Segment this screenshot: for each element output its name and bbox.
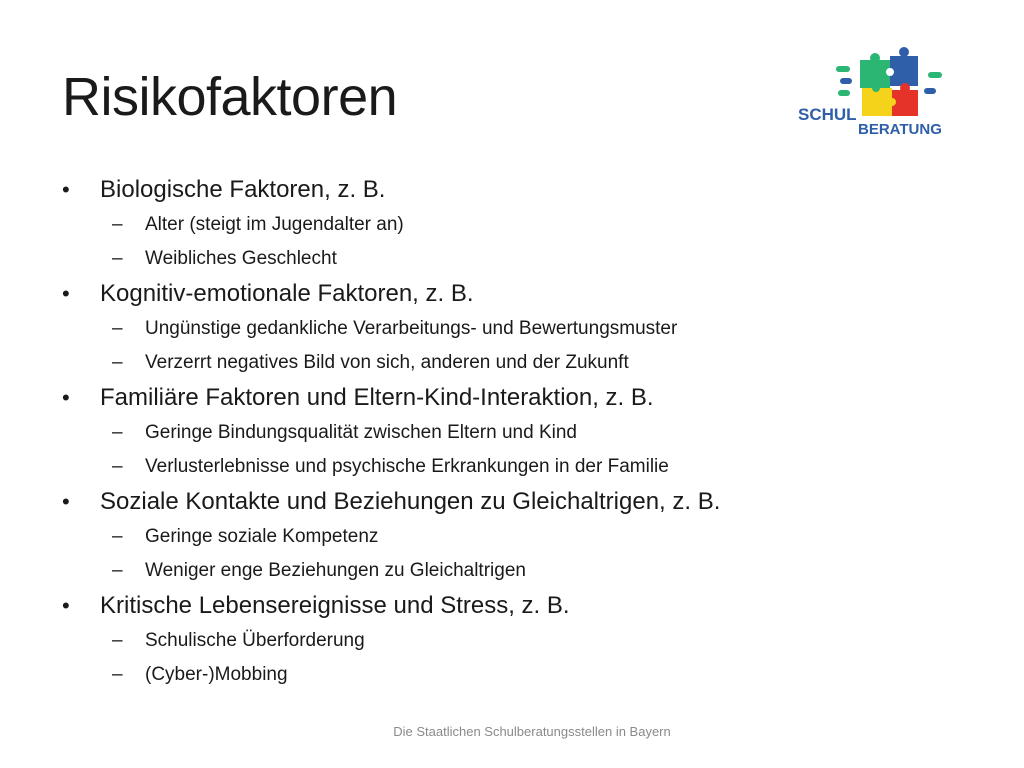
slide-footer: Die Staatlichen Schulberatungsstellen in Bayern — [393, 724, 671, 739]
dash-icon: – — [112, 422, 123, 443]
puzzle-logo-icon — [790, 42, 970, 142]
bullet-label: Soziale Kontakte und Beziehungen zu Gleichaltrigen, z. B. — [100, 488, 721, 515]
dash-icon: – — [112, 248, 123, 269]
bullet-label: Familiäre Faktoren und Eltern-Kind-Interaktion, z. B. — [100, 384, 654, 411]
dash-icon: – — [112, 214, 123, 235]
bullet-label: Biologische Faktoren, z. B. — [100, 176, 386, 203]
bullet-label: Kritische Lebensereignisse und Stress, z. B. — [100, 592, 570, 619]
sub-label: (Cyber-)Mobbing — [145, 664, 288, 685]
logo-dash-green-2 — [838, 90, 850, 96]
sub-label: Alter (steigt im Jugendalter an) — [145, 214, 404, 235]
logo-piece-yellow — [862, 88, 892, 116]
sub-label: Geringe soziale Kompetenz — [145, 526, 379, 547]
sub-list-item — [62, 208, 982, 242]
logo-piece-red — [892, 90, 918, 116]
list-item — [62, 172, 982, 276]
sub-label: Ungünstige gedankliche Verarbeitungs- und Bewertungsmuster — [145, 318, 678, 339]
logo-piece-green — [860, 60, 890, 88]
logo-word-beratung: BERATUNG — [858, 121, 942, 138]
sub-list-item — [62, 450, 982, 484]
dash-icon: – — [112, 526, 123, 547]
sub-list-item — [62, 416, 982, 450]
list-item — [62, 380, 982, 484]
list-item — [62, 588, 982, 692]
bullet-icon: • — [62, 281, 70, 306]
bullet-icon: • — [62, 593, 70, 618]
bullet-icon: • — [62, 489, 70, 514]
risk-factor-list — [62, 172, 982, 692]
bullet-content — [62, 172, 982, 692]
dash-icon: – — [112, 318, 123, 339]
dash-icon: – — [112, 560, 123, 581]
bullet-label: Kognitiv-emotionale Faktoren, z. B. — [100, 280, 474, 307]
logo-dash-green-right — [928, 72, 942, 78]
dash-icon: – — [112, 664, 123, 685]
bullet-icon: • — [62, 385, 70, 410]
sub-label: Geringe Bindungsqualität zwischen Eltern und Kind — [145, 422, 577, 443]
list-item — [62, 276, 982, 380]
dash-icon: – — [112, 352, 123, 373]
sub-label: Verlusterlebnisse und psychische Erkrankungen in der Familie — [145, 456, 669, 477]
logo-word-schul: SCHUL — [798, 105, 857, 124]
sub-list-item — [62, 312, 982, 346]
sub-list-item — [62, 658, 982, 692]
logo-dash-green — [836, 66, 850, 72]
logo-piece-blue — [890, 56, 918, 86]
sub-label: Verzerrt negatives Bild von sich, anderen und der Zukunft — [145, 352, 629, 373]
sub-list-item — [62, 554, 982, 588]
sub-label: Schulische Überforderung — [145, 630, 365, 651]
sub-list-item — [62, 624, 982, 658]
logo-dash-blue-left — [840, 78, 852, 84]
logo-dash-blue-right — [924, 88, 936, 94]
sub-list-item — [62, 520, 982, 554]
bullet-icon: • — [62, 177, 70, 202]
slide-title: Risikofaktoren — [62, 67, 398, 127]
sub-label: Weibliches Geschlecht — [145, 248, 337, 269]
sub-label: Weniger enge Beziehungen zu Gleichaltrigen — [145, 560, 526, 581]
sub-list-item — [62, 346, 982, 380]
sub-list-item — [62, 242, 982, 276]
schulberatung-logo — [790, 42, 970, 142]
dash-icon: – — [112, 456, 123, 477]
dash-icon: – — [112, 630, 123, 651]
list-item — [62, 484, 982, 588]
